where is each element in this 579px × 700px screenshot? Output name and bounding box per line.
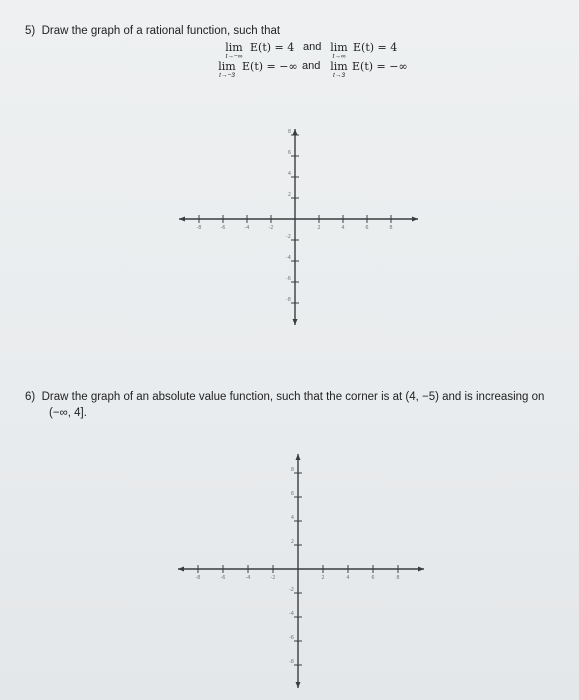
limit-2-lim: lim [330,41,348,54]
y-tick-label: 4 [290,515,294,521]
x-tick-label: 4 [341,225,345,231]
x-tick-label: 6 [371,575,375,581]
x-tick-label: -8 [195,575,201,581]
limit-4-subscript: t→3 [333,72,345,79]
y-tick-label: -8 [286,297,291,303]
problem-6-text: Draw the graph of an absolute value function, such that the corner is at (4, −5) and is increasing on [41,391,545,403]
limit-3-subscript: t→−3 [219,72,235,79]
x-tick-label: -2 [268,225,274,231]
y-tick-label: 6 [287,150,291,156]
y-tick-label: -4 [286,255,291,261]
y-tick-label: -6 [286,276,291,282]
y-tick-label: -2 [289,587,294,593]
x-tick-label: 8 [396,575,400,581]
limit-2-subscript: t→∞ [332,53,346,60]
x-tick-label: 2 [321,575,325,581]
x-axis-right-arrow [418,567,424,572]
y-tick-label: -6 [289,635,294,641]
y-tick-label: -2 [286,234,291,240]
x-tick-label: -4 [245,575,251,581]
problem-5-number: 5) [25,25,36,37]
y-axis-top-arrow [296,454,301,460]
limit-3-lim: lim [218,60,236,73]
y-axis-bottom-arrow [296,682,301,688]
grid-2-marks [178,454,424,688]
problem-6-number: 6) [25,391,36,403]
limit-2-expression: E(t) = 4 [353,41,398,54]
limit-1-lim: lim [225,41,243,54]
y-tick-label: 8 [290,467,294,473]
x-tick-label: -2 [270,575,276,581]
limit-4-expression: E(t) = −∞ [352,60,408,73]
y-tick-label: 4 [287,171,291,177]
limit-1-subscript: t→−∞ [225,53,243,60]
y-tick-label: 8 [287,129,291,135]
y-tick-label: 2 [290,539,294,545]
x-tick-label: -4 [244,225,250,231]
y-tick-label: 2 [287,192,291,198]
x-tick-label: 2 [317,225,321,231]
x-tick-label: 8 [389,225,393,231]
problem-6-interval: (−∞, 4]. [49,407,87,419]
limit-connector-1: and [303,41,322,53]
x-tick-label: -8 [196,225,202,231]
limit-3-expression: E(t) = −∞ [242,60,298,73]
x-tick-label: -6 [220,225,226,231]
problem-5-text: Draw the graph of a rational function, such that [41,25,281,37]
limit-connector-2: and [302,60,321,72]
x-axis-left-arrow [178,567,184,572]
limit-4-lim: lim [330,60,348,73]
x-tick-label: 4 [346,575,350,581]
x-tick-label: -6 [220,575,226,581]
y-tick-label: -8 [289,659,294,665]
x-tick-label: 6 [365,225,369,231]
y-tick-label: 6 [290,491,294,497]
limit-1-expression: E(t) = 4 [250,41,295,54]
y-tick-label: -4 [289,611,294,617]
